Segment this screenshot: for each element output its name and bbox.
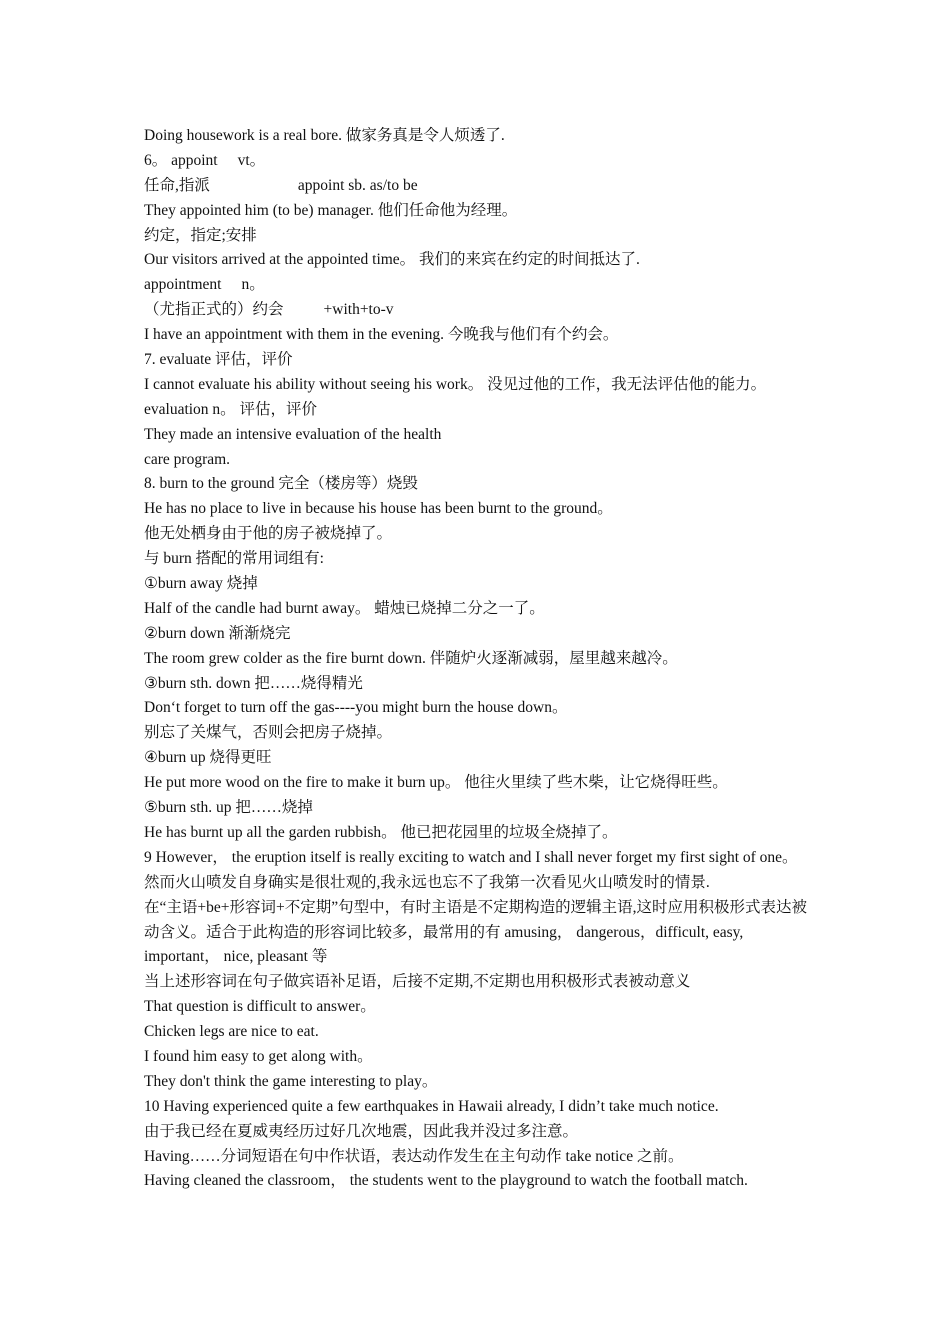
text-paragraph: 在“主语+be+形容词+不定期”句型中，有时主语是不定期构造的逻辑主语,这时应用积极形式表达被动含义。适合于此构造的形容词比较多，最常用的有 amusing， dangerous，difficult, easy, important， nice, pleasant 等 <box>144 898 807 966</box>
text-line: Doing housework is a real bore. 做家务真是令人烦透了. <box>144 127 505 144</box>
text-line: 当上述形容词在句子做宾语补足语，后接不定期,不定期也用积极形式表被动意义 <box>144 973 691 991</box>
text-line: He has no place to live in because his house has been burnt to the ground。 <box>144 500 613 518</box>
text-line: I found him easy to get along with。 <box>144 1048 373 1066</box>
text-paragraph: 9 However， the eruption itself is really exciting to watch and I shall never forget my first sight of one。 <box>144 848 798 866</box>
text-line: ②burn down 渐渐烧完 <box>144 624 291 642</box>
text-line: He has burnt up all the garden rubbish。 他已把花园里的垃圾全烧掉了。 <box>144 823 618 841</box>
text-line: evaluation n。 评估，评价 <box>144 400 318 418</box>
definition-line <box>144 174 816 199</box>
text-segment: vt。 <box>237 151 266 169</box>
text-line: Don‘t forget to turn off the gas----you might burn the house down。 <box>144 699 568 717</box>
text-line: They don't think the game interesting to play。 <box>144 1072 438 1090</box>
text-line: ④burn up 烧得更旺 <box>144 749 272 767</box>
text-line: They made an intensive evaluation of the health <box>144 425 442 443</box>
text-segment: +with+to-v <box>323 301 394 319</box>
text-line: 别忘了关煤气，否则会把房子烧掉。 <box>144 724 393 742</box>
text-line: 与 burn 搭配的常用词组有: <box>144 550 324 568</box>
text-line: 他无处栖身由于他的房子被烧掉了。 <box>144 525 393 543</box>
text-segment: 任命,指派 <box>144 176 210 194</box>
document-page <box>144 124 816 1194</box>
text-line: 然而火山喷发自身确实是很壮观的,我永远也忘不了我第一次看见火山喷发时的情景. <box>144 873 710 891</box>
text-line: 7. evaluate 评估，评价 <box>144 351 293 369</box>
text-line: 10 Having experienced quite a few earthquakes in Hawaii already, I didn’t take much notice. <box>144 1097 719 1115</box>
text-line: ③burn sth. down 把……烧得精光 <box>144 674 363 692</box>
heading-appoint <box>144 149 816 174</box>
text-line: Chicken legs are nice to eat. <box>144 1023 319 1041</box>
text-line: Half of the candle had burnt away。 蜡烛已烧掉二分之一了。 <box>144 599 545 617</box>
text-segment: 6。 appoint <box>144 151 218 169</box>
text-line: He put more wood on the fire to make it burn up。 他往火里续了些木柴，让它烧得旺些。 <box>144 774 728 792</box>
text-segment: （尤指正式的）约会 <box>144 301 284 319</box>
text-line: Having……分词短语在句中作状语，表达动作发生在主句动作 take notice 之前。 <box>144 1147 684 1165</box>
text-line: care program. <box>144 450 231 468</box>
text-segment: appointment <box>144 276 222 294</box>
text-segment: n。 <box>241 276 265 294</box>
text-line: 由于我已经在夏威夷经历过好几次地震，因此我并没过多注意。 <box>144 1122 579 1140</box>
definition-line <box>144 298 816 323</box>
heading-appointment <box>144 273 816 298</box>
text-line: The room grew colder as the fire burnt down. 伴随炉火逐渐减弱，屋里越来越冷。 <box>144 649 678 667</box>
text-line: I cannot evaluate his ability without seeing his work。 没见过他的工作，我无法评估他的能力。 <box>144 375 767 393</box>
text-line: They appointed him (to be) manager. 他们任命他为经理。 <box>144 201 518 219</box>
text-segment: appoint sb. as/to be <box>297 176 418 194</box>
text-line: I have an appointment with them in the evening. 今晚我与他们有个约会。 <box>144 326 619 344</box>
text-line: ⑤burn sth. up 把……烧掉 <box>144 799 313 817</box>
text-line: Our visitors arrived at the appointed time。 我们的来宾在约定的时间抵达了. <box>144 251 640 269</box>
text-line: 8. burn to the ground 完全（楼房等）烧毁 <box>144 475 418 493</box>
text-line: That question is difficult to answer。 <box>144 998 376 1016</box>
text-line: ①burn away 烧掉 <box>144 575 258 593</box>
text-line: Having cleaned the classroom， the students went to the playground to watch the football match. <box>144 1172 748 1190</box>
text-line: 约定，指定;安排 <box>144 226 257 244</box>
